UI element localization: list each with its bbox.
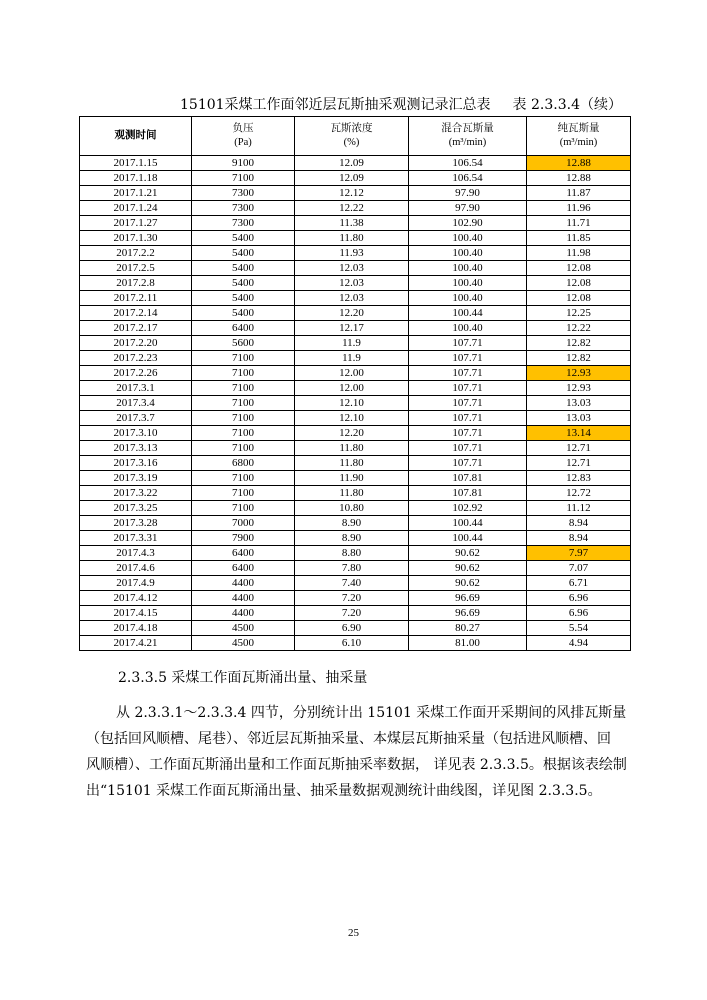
mixed-flow-cell: 90.62 <box>409 546 527 561</box>
concentration-cell: 12.12 <box>295 186 409 201</box>
pure-flow-cell: 13.14 <box>527 426 631 441</box>
table-row <box>80 336 631 351</box>
table-row <box>80 216 631 231</box>
pressure-cell: 5400 <box>192 246 295 261</box>
concentration-cell: 11.9 <box>295 351 409 366</box>
pressure-cell: 4400 <box>192 606 295 621</box>
table-row <box>80 306 631 321</box>
pressure-cell: 5400 <box>192 231 295 246</box>
table-row <box>80 171 631 186</box>
date-cell: 2017.3.25 <box>80 501 192 516</box>
mixed-flow-cell: 106.54 <box>409 156 527 171</box>
pressure-cell: 7100 <box>192 411 295 426</box>
concentration-cell: 11.80 <box>295 441 409 456</box>
concentration-cell: 11.80 <box>295 456 409 471</box>
pure-flow-cell: 12.71 <box>527 456 631 471</box>
header-observation-time: 观测时间 <box>80 117 192 156</box>
concentration-cell: 11.93 <box>295 246 409 261</box>
pure-flow-cell: 12.71 <box>527 441 631 456</box>
concentration-cell: 8.90 <box>295 531 409 546</box>
mixed-flow-cell: 100.40 <box>409 261 527 276</box>
concentration-cell: 12.00 <box>295 381 409 396</box>
date-cell: 2017.3.28 <box>80 516 192 531</box>
pure-flow-cell: 12.25 <box>527 306 631 321</box>
date-cell: 2017.2.14 <box>80 306 192 321</box>
pressure-cell: 7300 <box>192 216 295 231</box>
date-cell: 2017.1.15 <box>80 156 192 171</box>
table-row <box>80 321 631 336</box>
table-row <box>80 261 631 276</box>
table-row <box>80 246 631 261</box>
concentration-cell: 11.90 <box>295 471 409 486</box>
pure-flow-cell: 12.82 <box>527 351 631 366</box>
table-row <box>80 291 631 306</box>
table-row <box>80 471 631 486</box>
concentration-cell: 11.38 <box>295 216 409 231</box>
date-cell: 2017.2.5 <box>80 261 192 276</box>
pressure-cell: 7100 <box>192 366 295 381</box>
concentration-cell: 8.80 <box>295 546 409 561</box>
pure-flow-cell: 7.07 <box>527 561 631 576</box>
date-cell: 2017.3.22 <box>80 486 192 501</box>
header-pure-gas-flow: 纯瓦斯量 (m³/min) <box>527 117 631 156</box>
mixed-flow-cell: 107.71 <box>409 336 527 351</box>
pressure-cell: 4400 <box>192 591 295 606</box>
concentration-cell: 12.09 <box>295 156 409 171</box>
concentration-cell: 7.40 <box>295 576 409 591</box>
date-cell: 2017.4.18 <box>80 621 192 636</box>
table-row <box>80 486 631 501</box>
mixed-flow-cell: 100.40 <box>409 321 527 336</box>
section-heading: 2.3.3.5 采煤工作面瓦斯涌出量、抽采量 <box>118 670 368 686</box>
mixed-flow-cell: 102.92 <box>409 501 527 516</box>
concentration-cell: 12.03 <box>295 261 409 276</box>
concentration-cell: 11.80 <box>295 231 409 246</box>
pressure-cell: 5400 <box>192 276 295 291</box>
mixed-flow-cell: 100.40 <box>409 276 527 291</box>
table-row <box>80 576 631 591</box>
date-cell: 2017.3.19 <box>80 471 192 486</box>
mixed-flow-cell: 96.69 <box>409 606 527 621</box>
table-row <box>80 231 631 246</box>
pure-flow-cell: 4.94 <box>527 636 631 651</box>
pure-flow-cell: 12.08 <box>527 276 631 291</box>
page-number: 25 <box>348 927 359 939</box>
pressure-cell: 5400 <box>192 291 295 306</box>
table-row <box>80 606 631 621</box>
date-cell: 2017.2.17 <box>80 321 192 336</box>
pure-flow-cell: 7.97 <box>527 546 631 561</box>
pure-flow-cell: 12.88 <box>527 171 631 186</box>
pure-flow-cell: 11.87 <box>527 186 631 201</box>
paragraph-line: 风顺槽）、工作面瓦斯涌出量和工作面瓦斯抽采率数据， 详见表 2.3.3.5。根据该表绘制 <box>86 757 627 773</box>
concentration-cell: 12.10 <box>295 411 409 426</box>
table-row <box>80 411 631 426</box>
pressure-cell: 7100 <box>192 441 295 456</box>
pressure-cell: 7900 <box>192 531 295 546</box>
pressure-cell: 6400 <box>192 321 295 336</box>
date-cell: 2017.1.27 <box>80 216 192 231</box>
concentration-cell: 12.03 <box>295 291 409 306</box>
mixed-flow-cell: 107.71 <box>409 366 527 381</box>
table-row <box>80 186 631 201</box>
pressure-cell: 7100 <box>192 171 295 186</box>
pressure-cell: 7300 <box>192 186 295 201</box>
pressure-cell: 5400 <box>192 306 295 321</box>
table-row <box>80 546 631 561</box>
table-row <box>80 516 631 531</box>
mixed-flow-cell: 97.90 <box>409 201 527 216</box>
mixed-flow-cell: 100.44 <box>409 516 527 531</box>
concentration-cell: 12.20 <box>295 426 409 441</box>
concentration-cell: 12.09 <box>295 171 409 186</box>
table-caption <box>180 94 640 114</box>
table-header-row <box>80 117 631 156</box>
mixed-flow-cell: 100.40 <box>409 246 527 261</box>
table-row <box>80 456 631 471</box>
pressure-cell: 7100 <box>192 426 295 441</box>
concentration-cell: 12.03 <box>295 276 409 291</box>
date-cell: 2017.2.26 <box>80 366 192 381</box>
pure-flow-cell: 11.12 <box>527 501 631 516</box>
mixed-flow-cell: 107.71 <box>409 411 527 426</box>
table-row <box>80 396 631 411</box>
pure-flow-cell: 12.88 <box>527 156 631 171</box>
concentration-cell: 12.00 <box>295 366 409 381</box>
date-cell: 2017.3.7 <box>80 411 192 426</box>
pure-flow-cell: 6.71 <box>527 576 631 591</box>
concentration-cell: 7.80 <box>295 561 409 576</box>
pure-flow-cell: 12.08 <box>527 261 631 276</box>
mixed-flow-cell: 97.90 <box>409 186 527 201</box>
pure-flow-cell: 6.96 <box>527 606 631 621</box>
pure-flow-cell: 12.83 <box>527 471 631 486</box>
pure-flow-cell: 11.96 <box>527 201 631 216</box>
date-cell: 2017.1.21 <box>80 186 192 201</box>
mixed-flow-cell: 107.71 <box>409 426 527 441</box>
date-cell: 2017.4.15 <box>80 606 192 621</box>
mixed-flow-cell: 90.62 <box>409 576 527 591</box>
table-row <box>80 201 631 216</box>
pressure-cell: 7300 <box>192 201 295 216</box>
table-row <box>80 276 631 291</box>
pure-flow-cell: 12.08 <box>527 291 631 306</box>
pressure-cell: 7100 <box>192 381 295 396</box>
date-cell: 2017.2.11 <box>80 291 192 306</box>
mixed-flow-cell: 107.71 <box>409 456 527 471</box>
date-cell: 2017.3.13 <box>80 441 192 456</box>
pressure-cell: 7100 <box>192 396 295 411</box>
pure-flow-cell: 13.03 <box>527 411 631 426</box>
paragraph-line: （包括回风顺槽、尾巷）、邻近层瓦斯抽采量、本煤层瓦斯抽采量（包括进风顺槽、回 <box>86 731 611 747</box>
pure-flow-cell: 5.54 <box>527 621 631 636</box>
pressure-cell: 6800 <box>192 456 295 471</box>
table-row <box>80 351 631 366</box>
concentration-cell: 8.90 <box>295 516 409 531</box>
date-cell: 2017.4.6 <box>80 561 192 576</box>
mixed-flow-cell: 90.62 <box>409 561 527 576</box>
pure-flow-cell: 11.98 <box>527 246 631 261</box>
pressure-cell: 4500 <box>192 636 295 651</box>
pressure-cell: 7100 <box>192 351 295 366</box>
pressure-cell: 5600 <box>192 336 295 351</box>
table-title: 15101采煤工作面邻近层瓦斯抽采观测记录汇总表 <box>180 97 491 113</box>
pure-flow-cell: 11.85 <box>527 231 631 246</box>
mixed-flow-cell: 100.40 <box>409 291 527 306</box>
mixed-flow-cell: 107.81 <box>409 471 527 486</box>
table-row <box>80 441 631 456</box>
pure-flow-cell: 8.94 <box>527 516 631 531</box>
table-row <box>80 366 631 381</box>
pressure-cell: 7000 <box>192 516 295 531</box>
date-cell: 2017.1.18 <box>80 171 192 186</box>
paragraph-line: 从 2.3.3.1～2.3.3.4 四节，分别统计出 15101 采煤工作面开采期间的风排瓦斯量 <box>116 705 627 721</box>
pressure-cell: 7100 <box>192 471 295 486</box>
date-cell: 2017.3.1 <box>80 381 192 396</box>
mixed-flow-cell: 107.71 <box>409 441 527 456</box>
pure-flow-cell: 13.03 <box>527 396 631 411</box>
section-paragraph <box>86 700 636 804</box>
pressure-cell: 4400 <box>192 576 295 591</box>
date-cell: 2017.1.30 <box>80 231 192 246</box>
date-cell: 2017.3.31 <box>80 531 192 546</box>
pure-flow-cell: 12.93 <box>527 366 631 381</box>
date-cell: 2017.1.24 <box>80 201 192 216</box>
pure-flow-cell: 12.22 <box>527 321 631 336</box>
mixed-flow-cell: 102.90 <box>409 216 527 231</box>
date-cell: 2017.2.8 <box>80 276 192 291</box>
table-row <box>80 636 631 651</box>
header-gas-concentration: 瓦斯浓度 (%) <box>295 117 409 156</box>
mixed-flow-cell: 107.71 <box>409 396 527 411</box>
date-cell: 2017.2.23 <box>80 351 192 366</box>
date-cell: 2017.4.21 <box>80 636 192 651</box>
concentration-cell: 11.9 <box>295 336 409 351</box>
concentration-cell: 7.20 <box>295 591 409 606</box>
pure-flow-cell: 12.93 <box>527 381 631 396</box>
table-row <box>80 531 631 546</box>
date-cell: 2017.3.16 <box>80 456 192 471</box>
mixed-flow-cell: 100.40 <box>409 231 527 246</box>
concentration-cell: 12.17 <box>295 321 409 336</box>
pure-flow-cell: 8.94 <box>527 531 631 546</box>
table-row <box>80 621 631 636</box>
mixed-flow-cell: 81.00 <box>409 636 527 651</box>
pressure-cell: 7100 <box>192 486 295 501</box>
concentration-cell: 12.10 <box>295 396 409 411</box>
pure-flow-cell: 12.72 <box>527 486 631 501</box>
pure-flow-cell: 6.96 <box>527 591 631 606</box>
table-row <box>80 426 631 441</box>
table-row <box>80 561 631 576</box>
mixed-flow-cell: 107.81 <box>409 486 527 501</box>
table-row <box>80 156 631 171</box>
concentration-cell: 7.20 <box>295 606 409 621</box>
pressure-cell: 6400 <box>192 561 295 576</box>
date-cell: 2017.4.12 <box>80 591 192 606</box>
date-cell: 2017.3.4 <box>80 396 192 411</box>
concentration-cell: 11.80 <box>295 486 409 501</box>
table-row <box>80 501 631 516</box>
pressure-cell: 6400 <box>192 546 295 561</box>
pure-flow-cell: 11.71 <box>527 216 631 231</box>
date-cell: 2017.4.9 <box>80 576 192 591</box>
mixed-flow-cell: 80.27 <box>409 621 527 636</box>
pure-flow-cell: 12.82 <box>527 336 631 351</box>
header-mixed-gas-flow: 混合瓦斯量 (m³/min) <box>409 117 527 156</box>
header-negative-pressure: 负压 (Pa) <box>192 117 295 156</box>
mixed-flow-cell: 107.71 <box>409 351 527 366</box>
date-cell: 2017.4.3 <box>80 546 192 561</box>
mixed-flow-cell: 107.71 <box>409 381 527 396</box>
concentration-cell: 12.22 <box>295 201 409 216</box>
date-cell: 2017.2.2 <box>80 246 192 261</box>
table-row <box>80 591 631 606</box>
concentration-cell: 6.10 <box>295 636 409 651</box>
concentration-cell: 12.20 <box>295 306 409 321</box>
date-cell: 2017.2.20 <box>80 336 192 351</box>
pressure-cell: 9100 <box>192 156 295 171</box>
concentration-cell: 10.80 <box>295 501 409 516</box>
table-row <box>80 381 631 396</box>
pressure-cell: 7100 <box>192 501 295 516</box>
mixed-flow-cell: 100.44 <box>409 531 527 546</box>
mixed-flow-cell: 106.54 <box>409 171 527 186</box>
paragraph-line: 出“15101 采煤工作面瓦斯涌出量、抽采量数据观测统计曲线图，详见图 2.3.3.5。 <box>86 783 602 799</box>
date-cell: 2017.3.10 <box>80 426 192 441</box>
pressure-cell: 5400 <box>192 261 295 276</box>
gas-drainage-table <box>79 116 631 651</box>
concentration-cell: 6.90 <box>295 621 409 636</box>
table-body <box>80 156 631 651</box>
mixed-flow-cell: 100.44 <box>409 306 527 321</box>
pressure-cell: 4500 <box>192 621 295 636</box>
mixed-flow-cell: 96.69 <box>409 591 527 606</box>
table-number: 表 2.3.3.4（续） <box>512 97 622 113</box>
